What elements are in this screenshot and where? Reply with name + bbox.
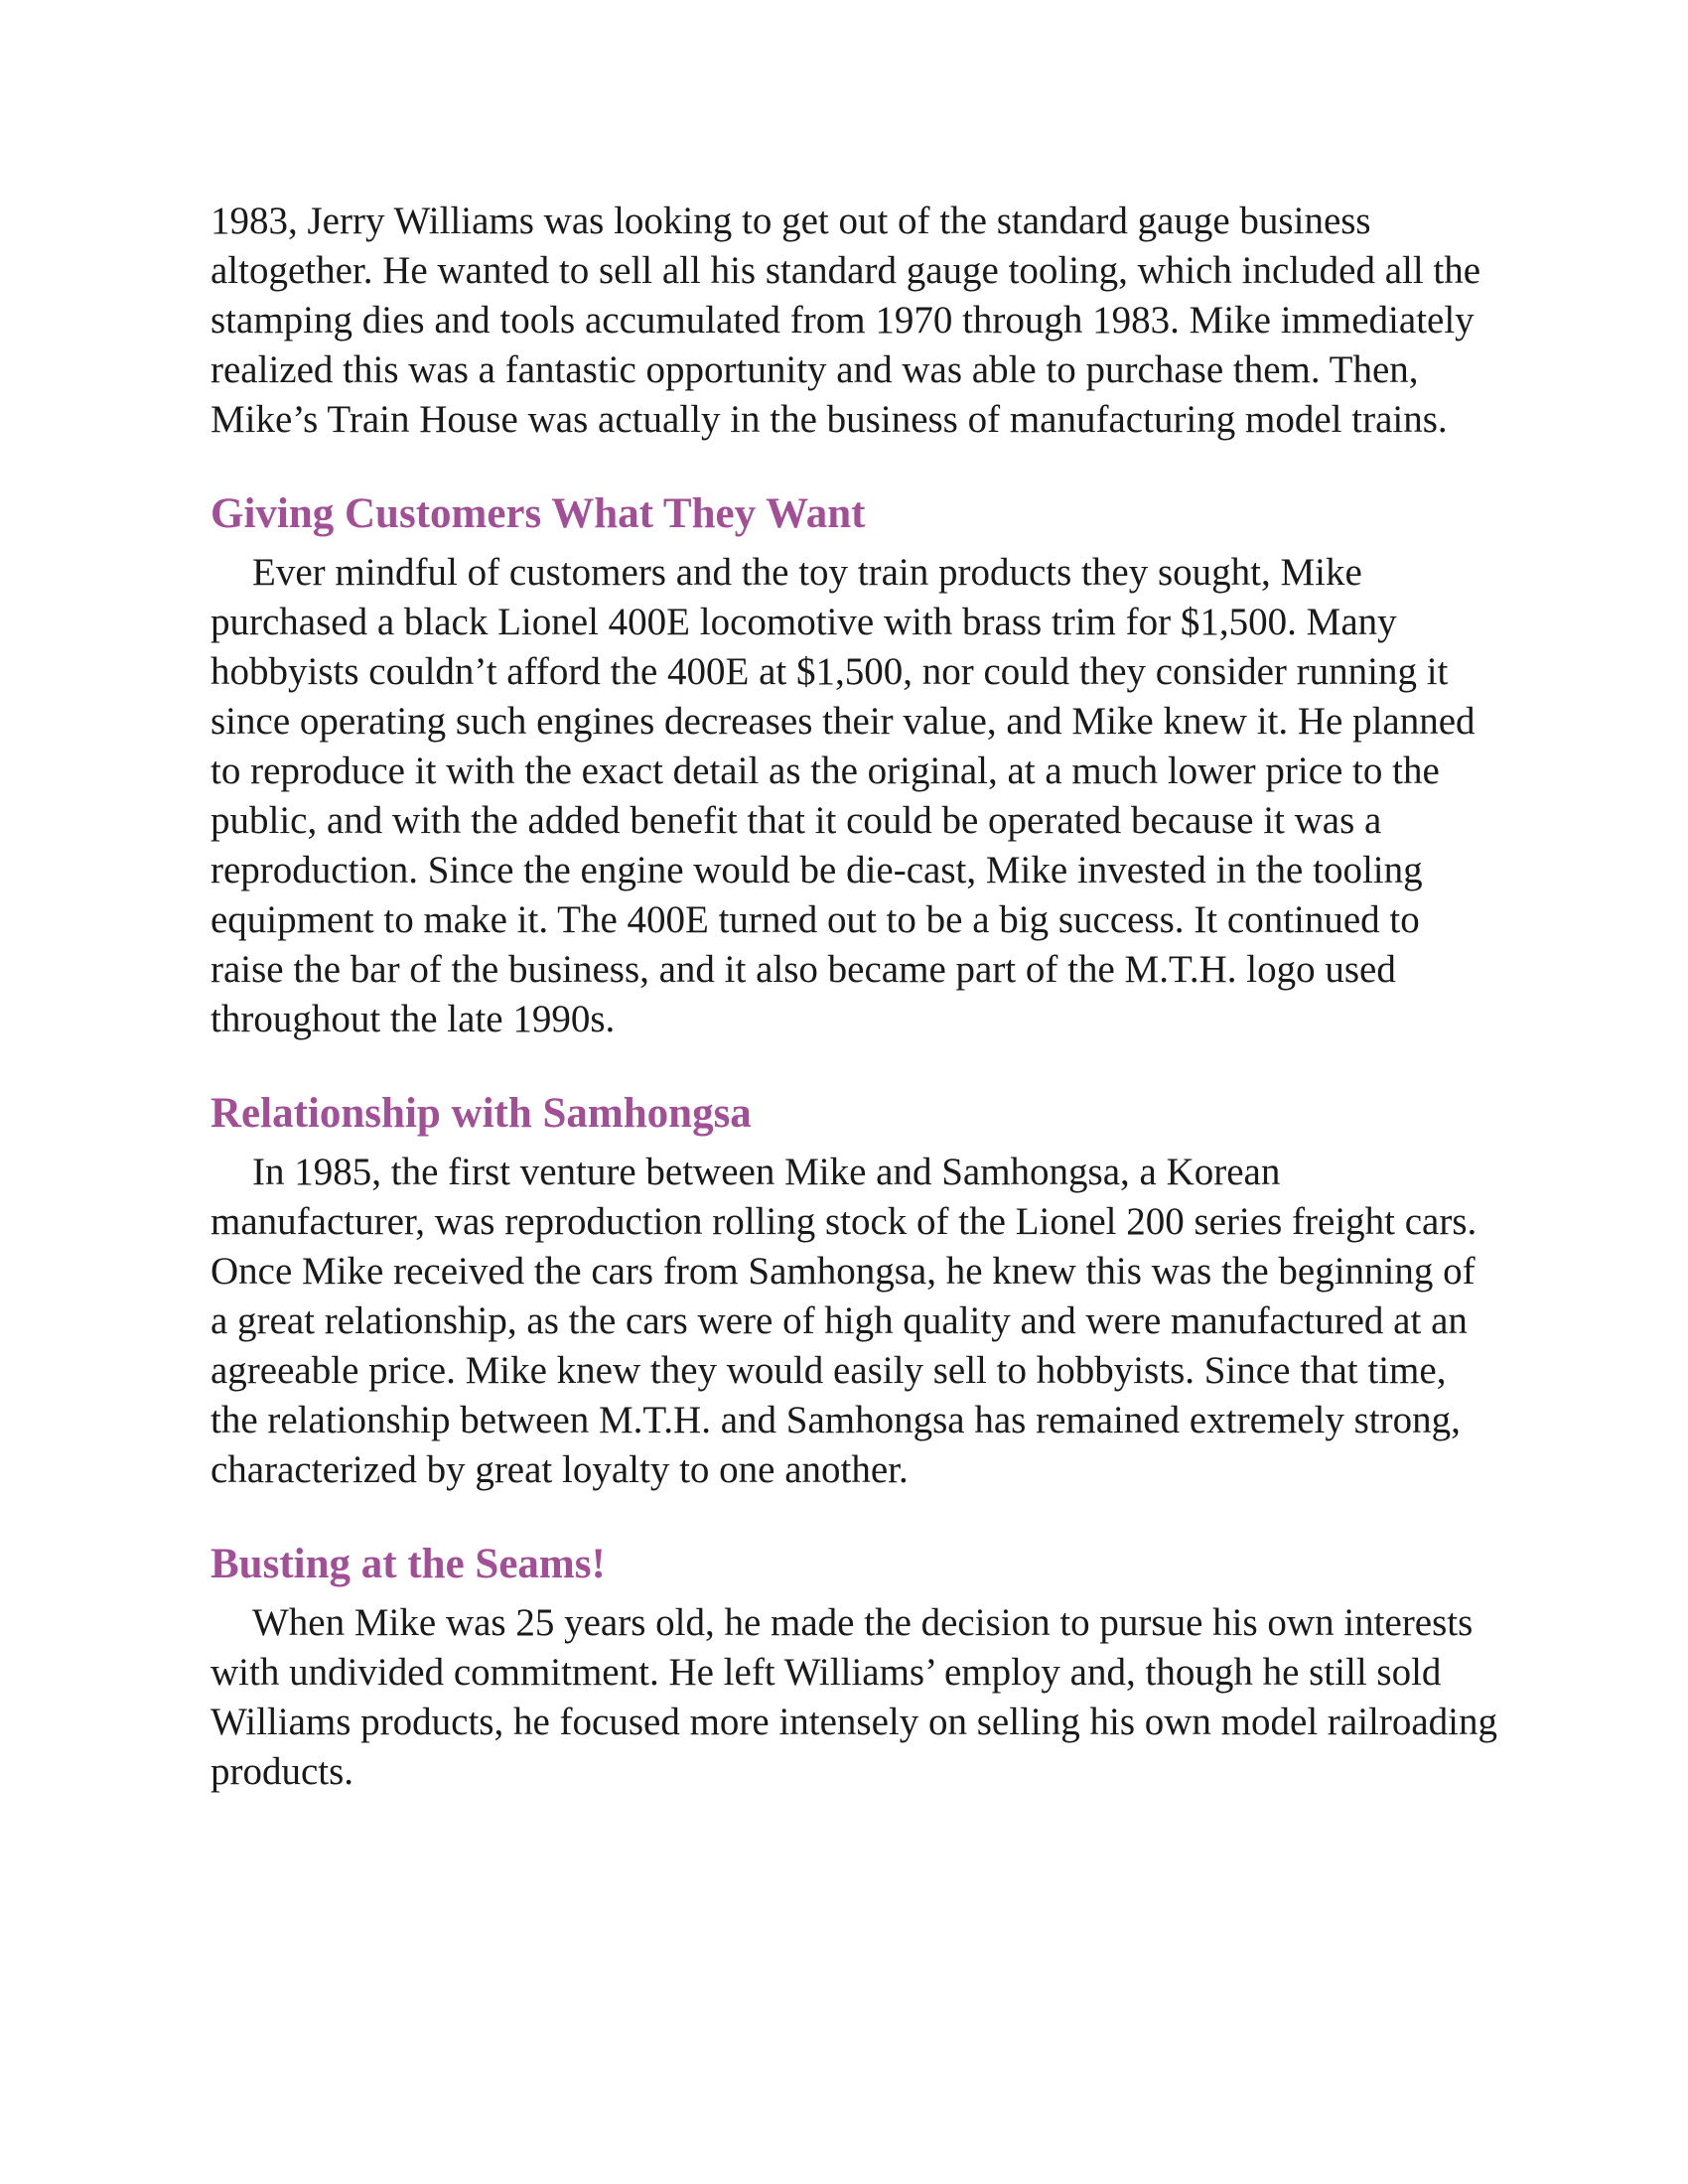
section-heading-seams: Busting at the Seams! — [211, 1541, 606, 1587]
section-heading-customers: Giving Customers What They Want — [211, 490, 866, 537]
document-page — [211, 197, 1501, 1797]
section-body-seams: When Mike was 25 years old, he made the decision to pursue his own interests with undivided commitment. He left Williams’ employ and, though he still sold Williams products, he focused more intensely on selling his own model railroading products. — [211, 1601, 1498, 1793]
section-body-samhongsa: In 1985, the first venture between Mike and Samhongsa, a Korean manufacturer, was reproduction rolling stock of the Lionel 200 series freight cars. Once Mike received the cars from Samhongsa, he knew this was the beginning of a great relationship, as the cars were of high quality and were manufactured at an agreeable price. Mike knew they would easily sell to hobbyists. Since that time, the relationship between M.T.H. and Samhongsa has remained extremely strong, characterized by great loyalty to one another. — [211, 1151, 1477, 1491]
intro-paragraph: 1983, Jerry Williams was looking to get out of the standard gauge business altogether. He wanted to sell all his standard gauge tooling, which included all the stamping dies and tools accumulated from 1970 through 1983. Mike immediately realized this was a fantastic opportunity and was able to purchase them. Then, Mike’s Train House was actually in the business of manufacturing model trains. — [211, 200, 1481, 441]
section-body-customers: Ever mindful of customers and the toy train products they sought, Mike purchased a black Lionel 400E locomotive with brass trim for $1,500. Many hobbyists couldn’t afford the 400E at $1,500, nor could they consider running it since operating such engines decreases their value, and Mike knew it. He planned to reproduce it with the exact detail as the original, at a much lower price to the public, and with the added benefit that it could be operated because it was a reproduction. Since the engine would be die-cast, Mike invested in the tooling equipment to make it. The 400E turned out to be a big success. It continued to raise the bar of the business, and it also became part of the M.T.H. logo used throughout the late 1990s. — [211, 551, 1476, 1040]
section-heading-samhongsa: Relationship with Samhongsa — [211, 1090, 752, 1137]
